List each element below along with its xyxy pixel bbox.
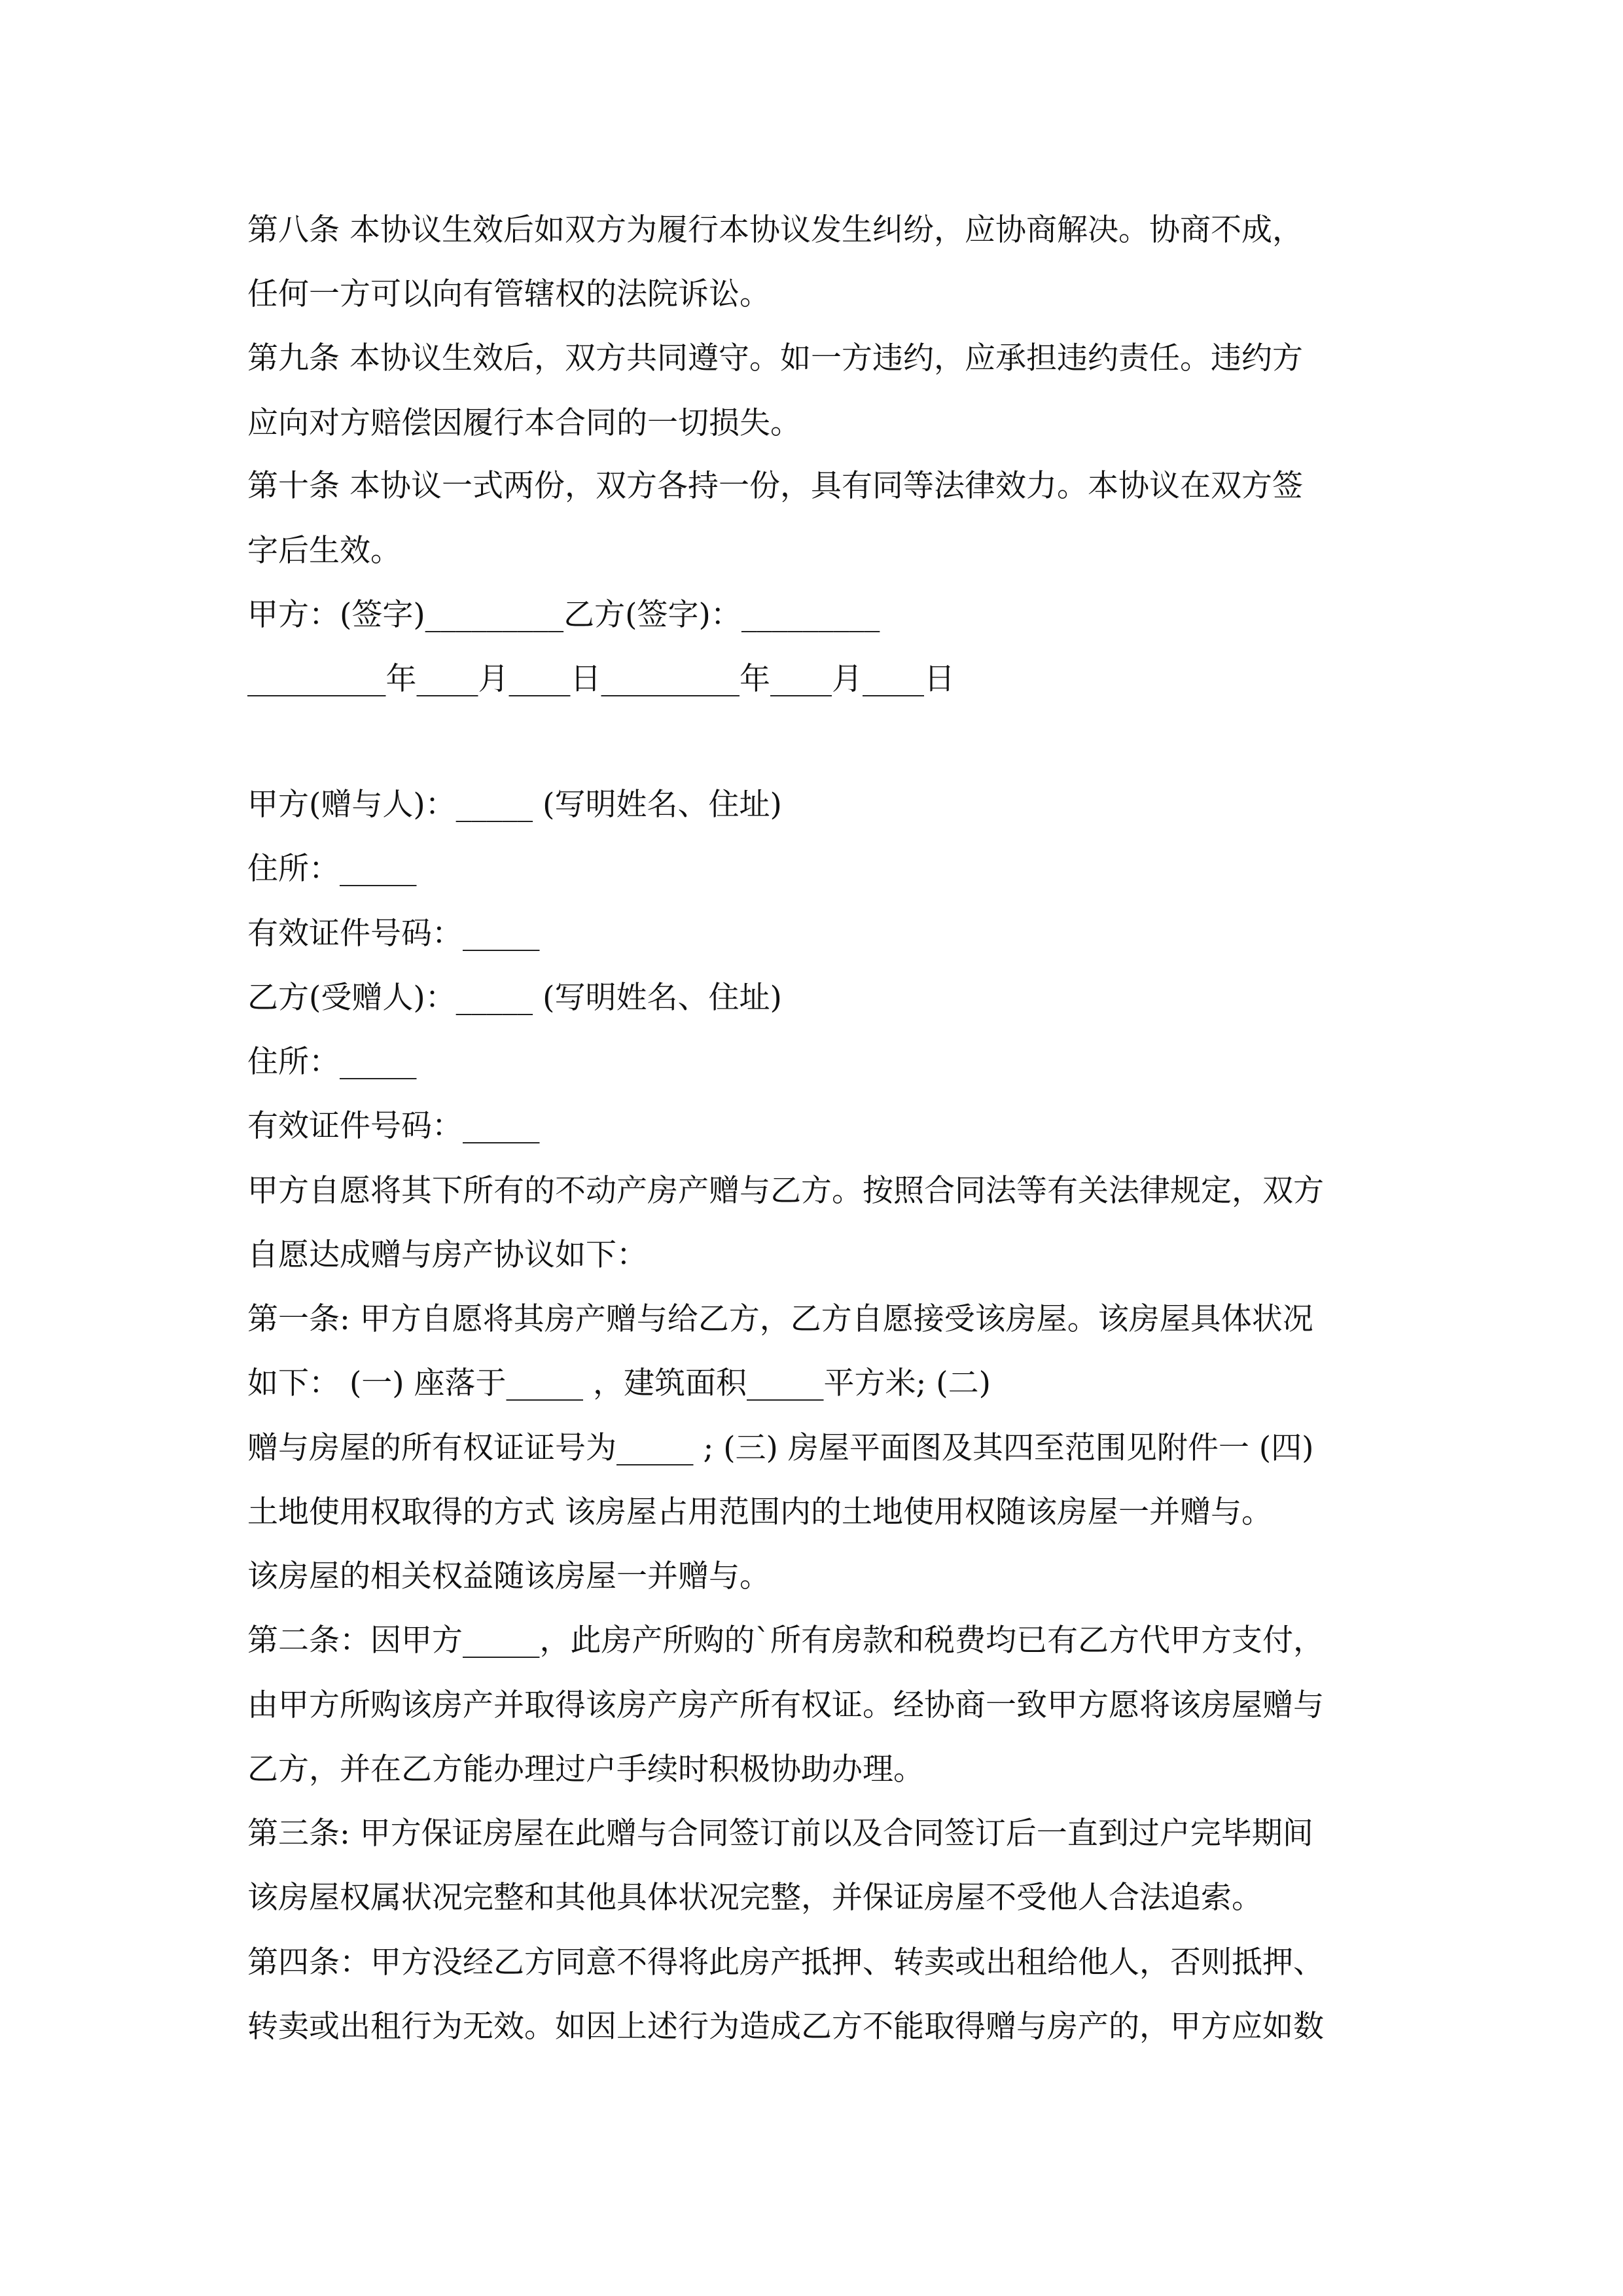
donee-address-line: 住所：_____ (247, 1044, 417, 1080)
signature-line: 甲方：(签字)_________乙方(签字)：_________ (247, 597, 880, 633)
donee-id-line: 有效证件号码：_____ (247, 1108, 540, 1144)
article-1-line-4: 土地使用权取得的方式 该房屋占用范围内的土地使用权随该房屋一并赠与。 (247, 1494, 1272, 1530)
article-3-line-2: 该房屋权属状况完整和其他具体状况完整，并保证房屋不受他人合法追索。 (247, 1880, 1262, 1916)
article-8-line-1: 第八条 本协议生效后如双方为履行本协议发生纠纷，应协商解决。协商不成， (247, 212, 1303, 248)
article-2-line-1: 第二条：因甲方_____，此房产所购的`所有房款和税费均已有乙方代甲方支付， (247, 1623, 1324, 1659)
donor-line: 甲方(赠与人)：_____ (写明姓名、住址) (247, 787, 782, 823)
donor-address-line: 住所：_____ (247, 851, 417, 887)
preamble-line-2: 自愿达成赠与房产协议如下： (247, 1237, 647, 1273)
article-3-line-1: 第三条: 甲方保证房屋在此赠与合同签订前以及合同签订后一直到过户完毕期间 (247, 1816, 1313, 1852)
article-2-line-3: 乙方，并在乙方能办理过户手续时积极协助办理。 (247, 1751, 924, 1787)
article-4-line-1: 第四条：甲方没经乙方同意不得将此房产抵押、转卖或出租给他人，否则抵押、 (247, 1945, 1324, 1981)
article-1-line-1: 第一条: 甲方自愿将其房产赠与给乙方，乙方自愿接受该房屋。该房屋具体状况 (247, 1301, 1313, 1337)
article-9-line-2: 应向对方赔偿因履行本合同的一切损失。 (247, 405, 801, 441)
article-1-line-5: 该房屋的相关权益随该房屋一并赠与。 (247, 1558, 770, 1594)
donee-line: 乙方(受赠人)：_____ (写明姓名、住址) (247, 980, 782, 1016)
date-line: _________年____月____日_________年____月____日 (247, 661, 955, 697)
article-1-line-3: 赠与房屋的所有权证证号为_____ ; (三) 房屋平面图及其四至范围见附件一 (四) (247, 1430, 1314, 1466)
article-1-line-2: 如下： (一) 座落于_____ ，建筑面积_____平方米; (二) (247, 1365, 991, 1401)
donor-id-line: 有效证件号码：_____ (247, 916, 540, 952)
article-10-line-1: 第十条 本协议一式两份，双方各持一份，具有同等法律效力。本协议在双方签 (247, 468, 1303, 504)
article-8-line-2: 任何一方可以向有管辖权的法院诉讼。 (247, 276, 770, 312)
article-9-line-1: 第九条 本协议生效后，双方共同遵守。如一方违约，应承担违约责任。违约方 (247, 340, 1303, 376)
article-2-line-2: 由甲方所购该房产并取得该房产房产所有权证。经协商一致甲方愿将该房屋赠与 (247, 1687, 1324, 1723)
preamble-line-1: 甲方自愿将其下所有的不动产房产赠与乙方。按照合同法等有关法律规定，双方 (247, 1173, 1324, 1209)
article-4-line-2: 转卖或出租行为无效。如因上述行为造成乙方不能取得赠与房产的，甲方应如数 (247, 2009, 1324, 2045)
article-10-line-2: 字后生效。 (247, 533, 401, 569)
